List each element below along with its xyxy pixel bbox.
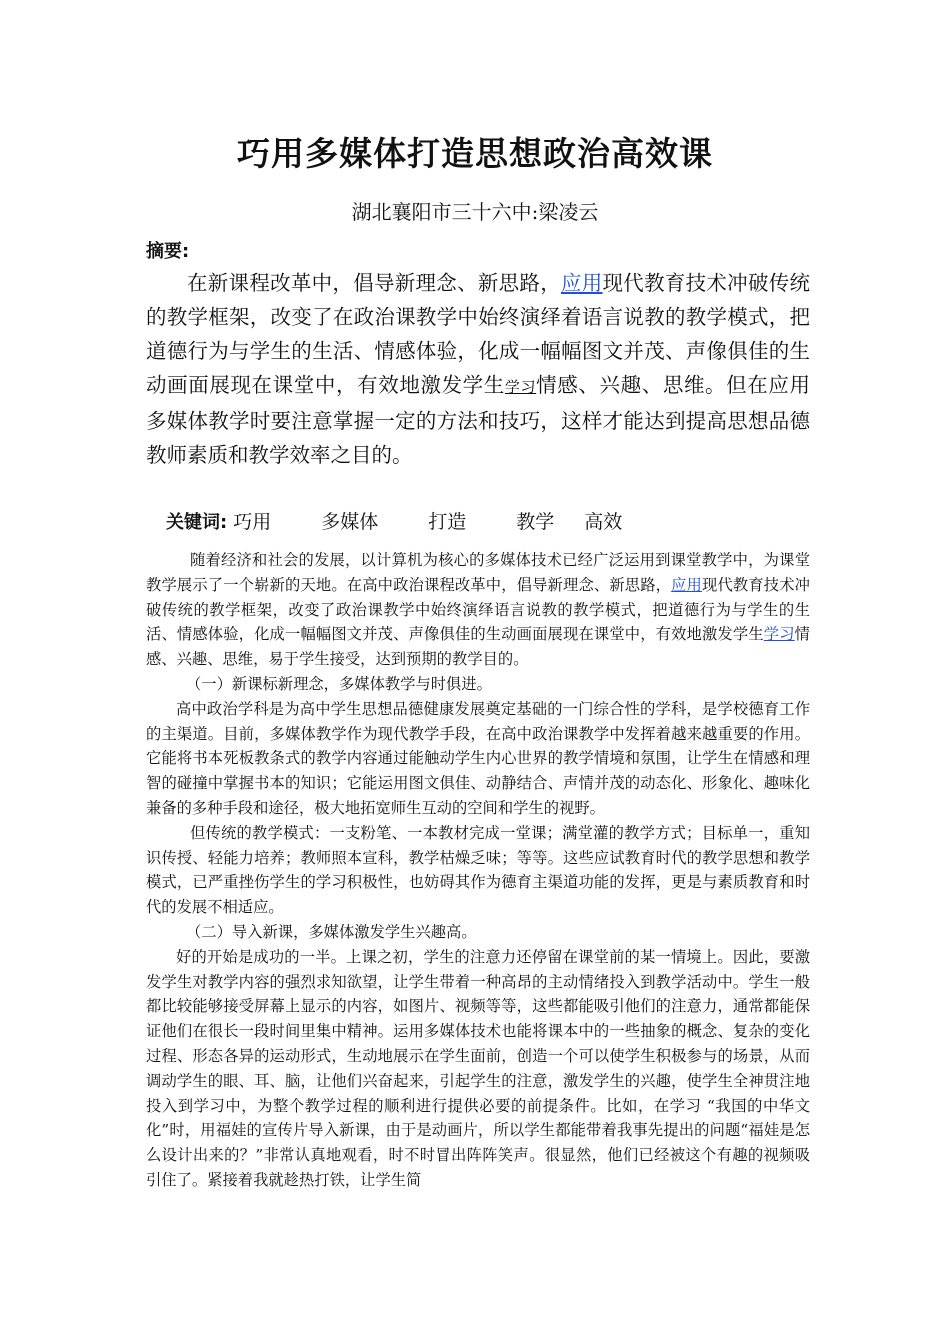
document-title: 巧用多媒体打造思想政治高效课 bbox=[237, 134, 713, 173]
keyword-item: 巧用 bbox=[233, 511, 272, 533]
abstract-text-3: 情感、兴趣、思维。但在应用多媒体教学时要注意掌握一定的方法和技巧，这样才能达到提高思想品德教师素质和教学效率之目的。 bbox=[146, 373, 811, 467]
keyword-item: 高效 bbox=[584, 511, 623, 533]
keywords-line bbox=[166, 507, 622, 534]
body-link-apply[interactable]: 应用 bbox=[671, 575, 702, 594]
body-text: 现代教育技术冲破传统的教学框架，改变了政治课教学中始终演绎语言说教的教学模式，把道德行为与学生的生活、情感体验，化成一幅幅图文并茂、声像俱佳的生动画面展现在课堂中，有效地激发学生 bbox=[146, 575, 810, 644]
body-paragraph-4: 好的开始是成功的一半。上课之初，学生的注意力还停留在课堂前的某一情境上。因此，要激发学生对教学内容的强烈求知欲望，让学生带着一种高昂的主动情绪投入到教学活动中。学生一般都比较能够接受屏幕上显示的内容，如图片、视频等等，这些都能吸引他们的注意力，通常都能保证他们在很长一段时间里集中精神。运用多媒体技术也能将课本中的一些抽象的概念、复杂的变化过程、形态各异的运动形式，生动地展示在学生面前，创造一个可以使学生积极参与的场景，从而调动学生的眼、耳、脑，让他们兴奋起来，引起学生的注意，激发学生的兴趣，使学生全神贯注地投入到学习中，为整个教学过程的顺利进行提供必要的前提条件。比如，在学习 “我国的中华文化”时，用福娃的宣传片导入新课，由于是动画片，所以学生都能带着我事先提出的问题“福娃是怎么设计出来的？”非常认真地观看，时不时冒出阵阵笑声。很显然，他们已经被这个有趣的视频吸引住了。紧接着我就趁热打铁，让学生简 bbox=[146, 947, 810, 1189]
body-paragraph-3: 但传统的教学模式：一支粉笔、一本教材完成一堂课；满堂灌的教学方式；目标单一，重知识传授、轻能力培养；教师照本宣科，教学枯燥乏味；等等。这些应试教育时代的教学思想和教学模式，已严重挫伤学生的学习积极性，也妨碍其作为德育主渠道功能的发挥，更是与素质教育和时代的发展不相适应。 bbox=[146, 823, 810, 917]
body-paragraph-1 bbox=[146, 548, 810, 672]
keyword-item: 多媒体 bbox=[321, 511, 379, 533]
body-text: 情感、兴趣、思维，易于学生接受，达到预期的教学目的。 bbox=[146, 625, 810, 669]
body-section bbox=[146, 548, 810, 1193]
abstract-text-2: 现代教育技术冲破传统的教学框架，改变了在政治课教学中始终演绎着语言说教的教学模式，把道德行为与学生的生活、情感体验，化成一幅幅图文并茂、声像俱佳的生动画面展现在课堂中，有效地激发学生 bbox=[146, 271, 811, 397]
abstract-text-1: 在新课程改革中，倡导新理念、新思路， bbox=[187, 271, 561, 295]
abstract-label: 摘要: bbox=[146, 241, 190, 262]
body-text: 随着经济和社会的发展，以计算机为核心的多媒体技术已经广泛运用到课堂教学中，为课堂教学展示了一个崭新的天地。在高中政治课程改革中，倡导新理念、新思路， bbox=[146, 551, 810, 594]
keywords-label: 关键词: bbox=[166, 512, 228, 533]
body-paragraph-2: 高中政治学科是为高中学生思想品德健康发展奠定基础的一门综合性的学科，是学校德育工作的主渠道。目前，多媒体教学作为现代教学手段，在高中政治课教学中发挥着越来越重要的作用。它能将书本死板教条式的教学内容通过能触动学生内心世界的教学情境和氛围，让学生在情感和理智的碰撞中掌握书本的知识；它能运用图文俱佳、动静结合、声情并茂的动态化、形象化、趣味化兼备的多种手段和途径，极大地拓宽师生互动的空间和学生的视野。 bbox=[146, 699, 810, 817]
keyword-item: 教学 bbox=[516, 511, 555, 533]
abstract-link-apply[interactable]: 应用 bbox=[560, 271, 603, 295]
abstract-paragraph bbox=[146, 266, 810, 472]
author-line: 湖北襄阳市三十六中:梁凌云 bbox=[351, 200, 599, 224]
abstract-section bbox=[146, 266, 810, 472]
section-heading-2: （二）导入新课，多媒体激发学生兴趣高。 bbox=[186, 922, 477, 941]
abstract-underlined-study: 学习 bbox=[504, 378, 537, 396]
keyword-item: 打造 bbox=[428, 511, 467, 533]
section-heading-1: （一）新课标新理念，多媒体教学与时俱进。 bbox=[186, 674, 492, 693]
body-link-study[interactable]: 学习 bbox=[763, 625, 795, 644]
